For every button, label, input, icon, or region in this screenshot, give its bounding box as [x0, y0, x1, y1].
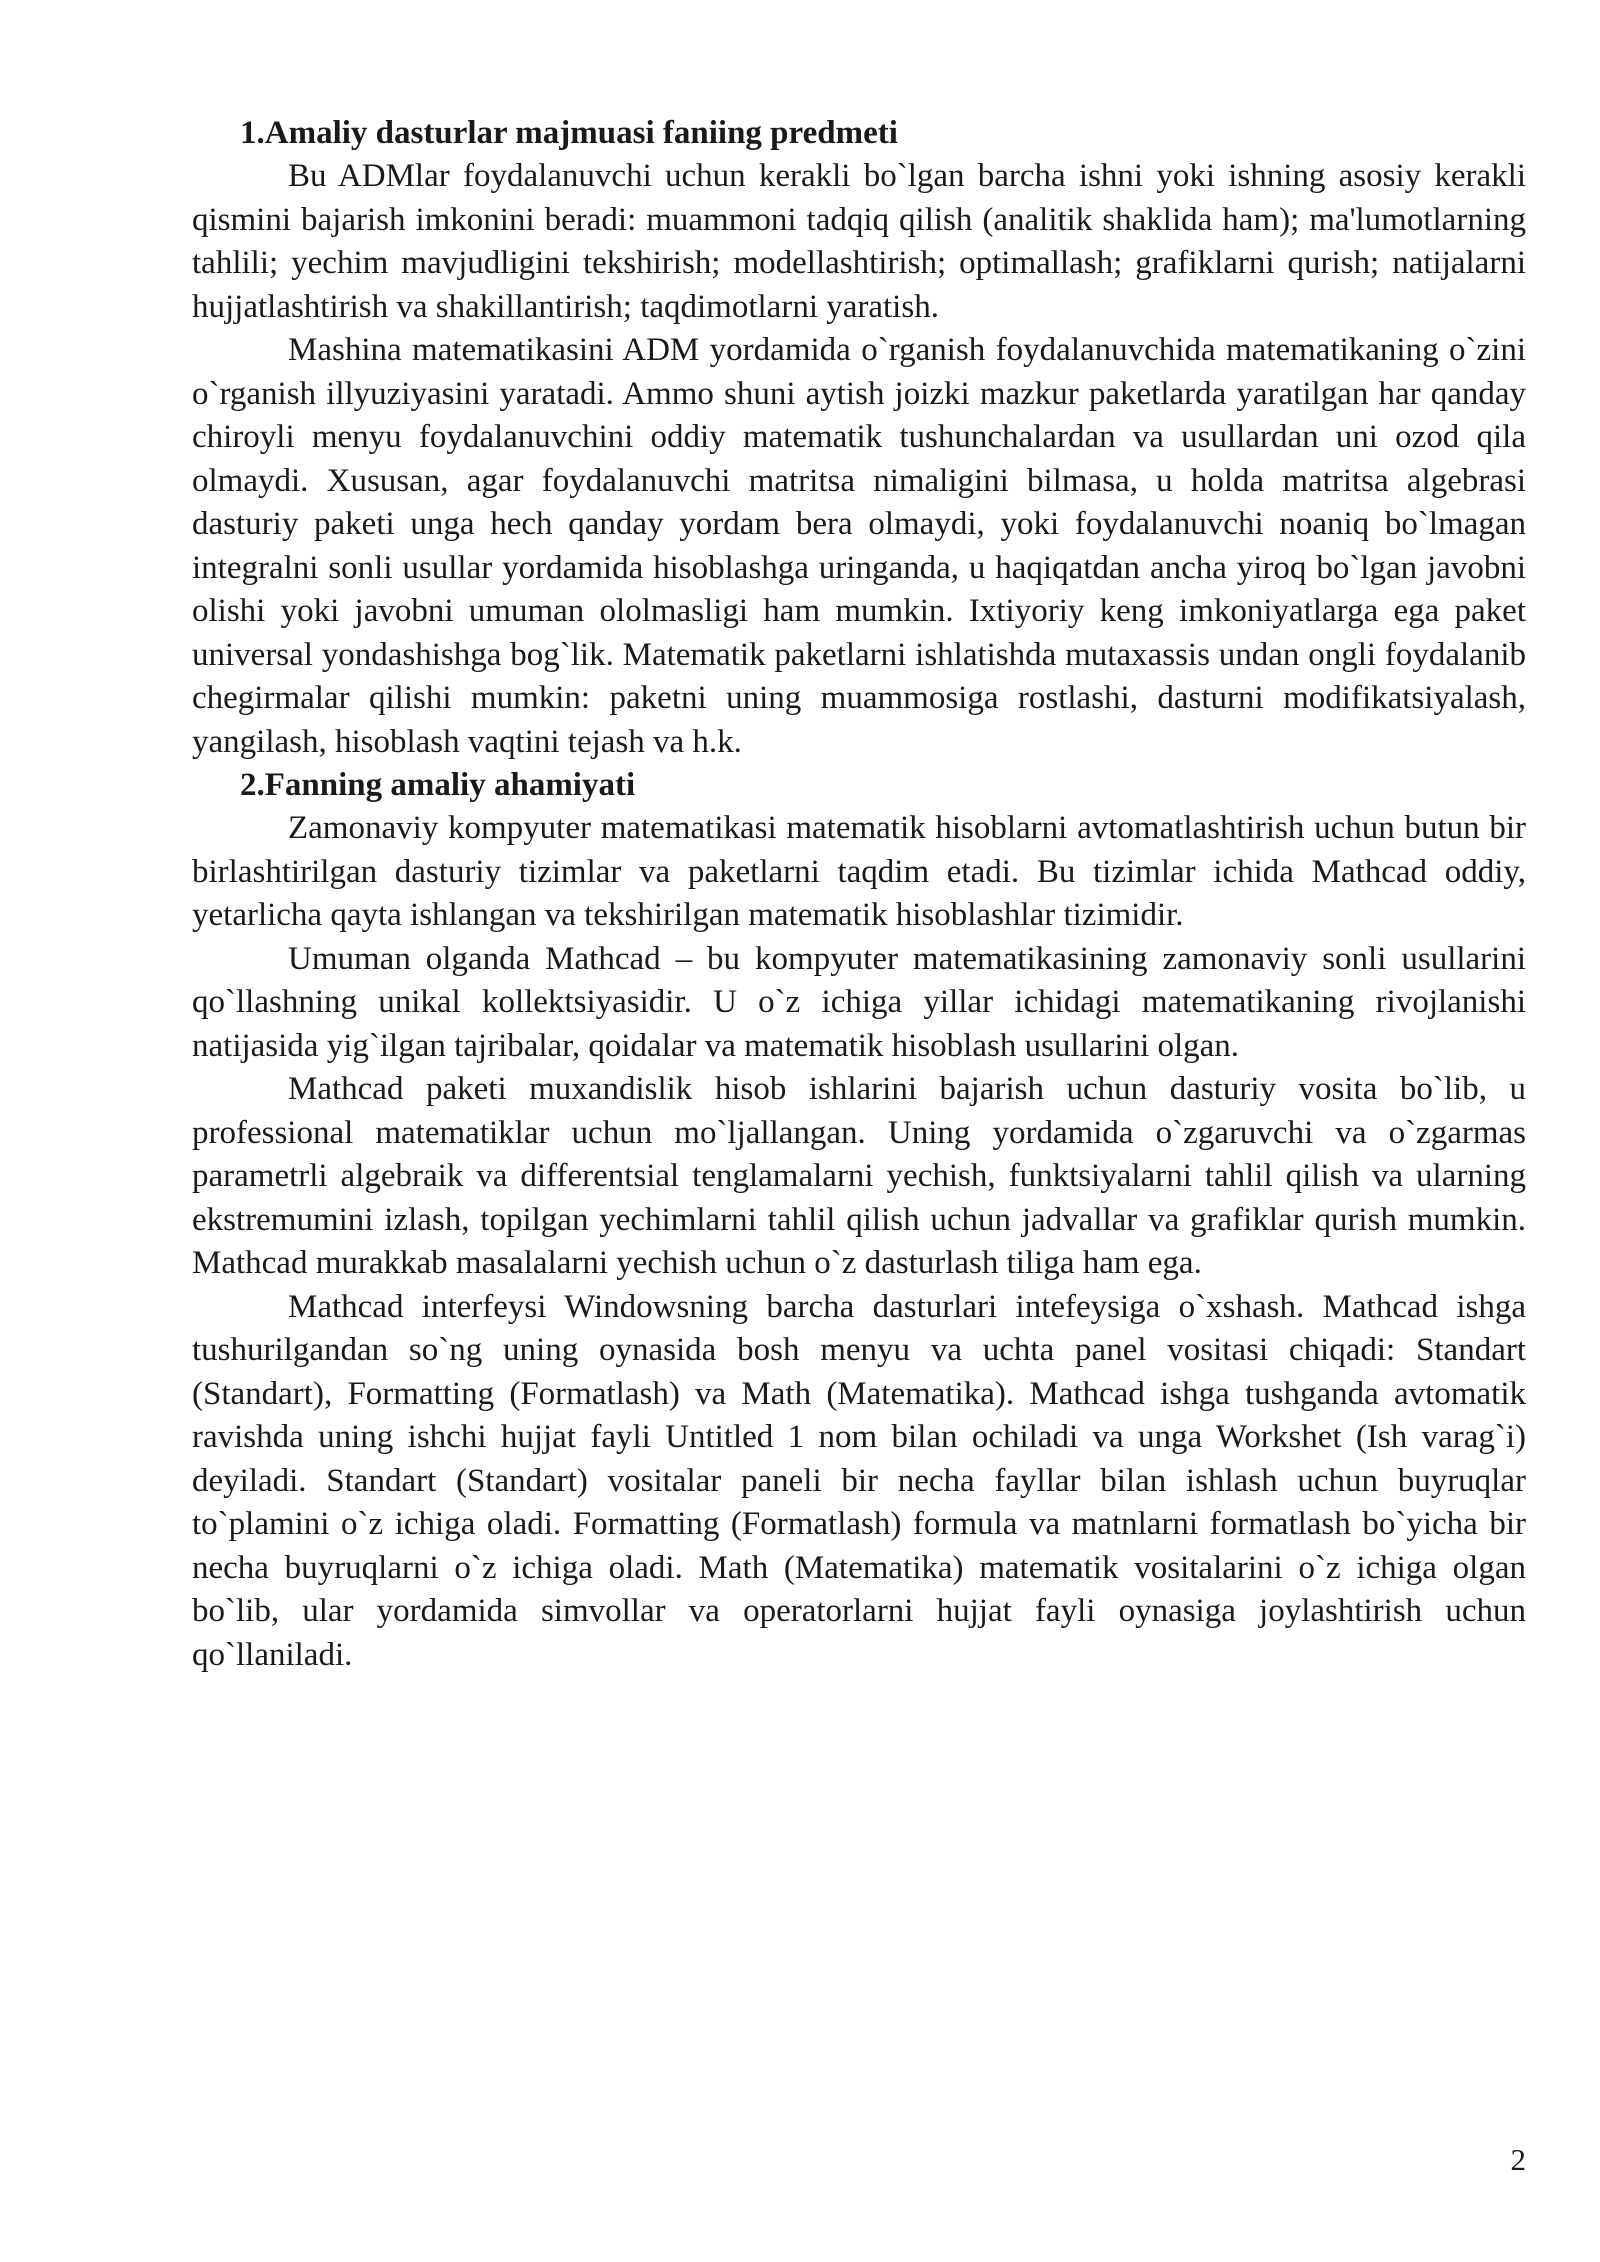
section-2-paragraph-3: Mathcad paketi muxandislik hisob ishlarini bajarish uchun dasturiy vosita bo`lib, u professional matematiklar uchun mo`ljallangan. Uning yordamida o`zgaruvchi va o`zgarmas parametrli algebraik va differentsial tenglamalarni yechish, funktsiyalarni tahlil qilish va ularning ekstremumini izlash, topilgan yechimlarni tahlil qilish uchun jadvallar va grafiklar qurish mumkin. Mathcad murakkab masalalarni yechish uchun o`z dasturlash tiliga ham ega.: [192, 1071, 1526, 1281]
section-2-heading: 2.Fanning amaliy ahamiyati: [240, 767, 636, 803]
section-2-paragraph-1: Zamonaviy kompyuter matematikasi matematik hisoblarni avtomatlashtirish uchun butun bir birlashtirilgan dasturiy tizimlar va paketlarni taqdim etadi. Bu tizimlar ichida Mathcad oddiy, yetarlicha qayta ishlangan va tekshirilgan matematik hisoblashlar tizimidir.: [192, 810, 1526, 933]
page-content: [192, 112, 1526, 1677]
section-2-paragraph-4: Mathcad interfeysi Windowsning barcha dasturlari intefeysiga o`xshash. Mathcad ishga tushurilgandan so`ng uning oynasida bosh menyu va uchta panel vositasi chiqadi: Standart (Standart), Formatting (Formatlash) va Math (Matematika). Mathcad ishga tushganda avtomatik ravishda uning ishchi hujjat fayli Untitled 1 nom bilan ochiladi va unga Workshet (Ish varag`i) deyiladi. Standart (Standart) vositalar paneli bir necha fayllar bilan ishlash uchun buyruqlar to`plamini o`z ichiga oladi. Formatting (Formatlash) formula va matnlarni formatlash bo`yicha bir necha buyruqlarni o`z ichiga oladi. Math (Matematika) matematik vositalarini o`z ichiga olgan bo`lib, ular yordamida simvollar va operatorlarni hujjat fayli oynasiga joylashtirish uchun qo`llaniladi.: [192, 1288, 1526, 1673]
section-1-heading: 1.Amaliy dasturlar majmuasi faniing predmeti: [240, 115, 898, 151]
section-1-paragraph-1: Bu ADMlar foydalanuvchi uchun kerakli bo`lgan barcha ishni yoki ishning asosiy kerakli qismini bajarish imkonini beradi: muammoni tadqiq qilish (analitik shaklida ham); ma'lumotlarning tahlili; yechim mavjudligini tekshirish; modellashtirish; optimallash; grafiklarni qurish; natijalarni hujjatlashtirish va shakillantirish; taqdimotlarni yaratish.: [192, 158, 1526, 325]
page-number: 2: [1510, 2142, 1526, 2177]
section-2-paragraph-2: Umuman olganda Mathcad – bu kompyuter matematikasining zamonaviy sonli usullarini qo`llashning unikal kollektsiyasidir. U o`z ichiga yillar ichidagi matematikaning rivojlanishi natijasida yig`ilgan tajribalar, qoidalar va matematik hisoblash usullarini olgan.: [192, 940, 1526, 1064]
section-1-paragraph-2: Mashina matematikasini ADM yordamida o`rganish foydalanuvchida matematikaning o`zini o`rganish illyuziyasini yaratadi. Ammo shuni aytish joizki mazkur paketlarda yaratilgan har qanday chiroyli menyu foydalanuvchini oddiy matematik tushunchalardan va usullardan uni ozod qila olmaydi. Xususan, agar foydalanuvchi matritsa nimaligini bilmasa, u holda matritsa algebrasi dasturiy paketi unga hech qanday yordam bera olmaydi, yoki foydalanuvchi noaniq bo`lmagan integralni sonli usullar yordamida hisoblashga uringanda, u haqiqatdan ancha yiroq bo`lgan javobni olishi yoki javobni umuman ololmasligi ham mumkin. Ixtiyoriy keng imkoniyatlarga ega paket universal yondashishga bog`lik. Matematik paketlarni ishlatishda mutaxassis undan ongli foydalanib chegirmalar qilishi mumkin: paketni uning muammosiga rostlashi, dasturni modifikatsiyalash, yangilash, hisoblash vaqtini tejash va h.k.: [192, 332, 1526, 760]
